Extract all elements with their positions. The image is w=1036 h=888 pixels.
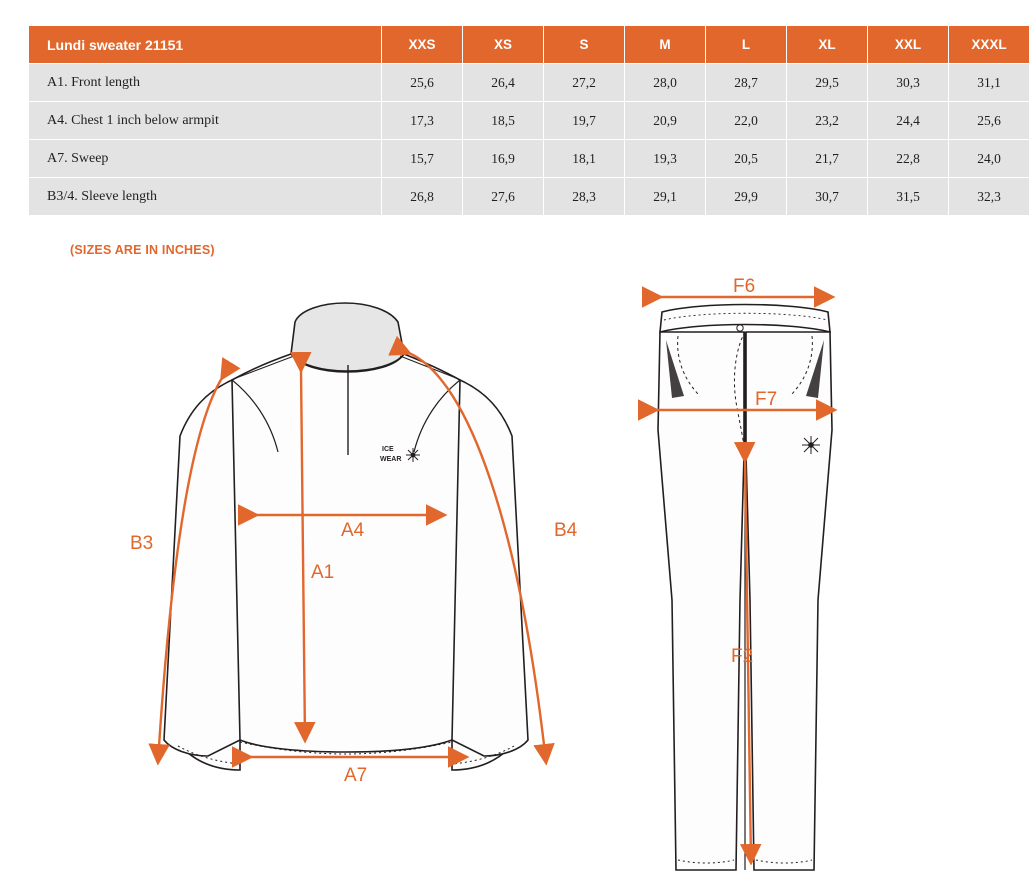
size-header-l: L	[706, 26, 787, 64]
table-row	[29, 64, 1030, 102]
measurement-value: 16,9	[463, 140, 544, 178]
measurement-value: 24,0	[949, 140, 1030, 178]
measurement-value: 28,3	[544, 178, 625, 216]
product-name-header: Lundi sweater 21151	[29, 26, 382, 64]
sweater-collar	[291, 303, 404, 371]
dimension-label-a7: A7	[344, 765, 368, 786]
measurement-value: 15,7	[382, 140, 463, 178]
measurement-value: 27,6	[463, 178, 544, 216]
size-header-xxs: XXS	[382, 26, 463, 64]
dimension-label-f6: F6	[733, 276, 756, 297]
sweater-illustration	[130, 303, 578, 786]
measurement-value: 30,3	[868, 64, 949, 102]
measurement-label: B3/4. Sleeve length	[29, 178, 382, 216]
units-note: (SIZES ARE IN INCHES)	[70, 243, 215, 257]
measurement-label: A4. Chest 1 inch below armpit	[29, 102, 382, 140]
sweater-sleeve-right	[452, 380, 528, 756]
dimension-label-a1: A1	[311, 562, 335, 583]
measurement-value: 31,5	[868, 178, 949, 216]
size-header-xxl: XXL	[868, 26, 949, 64]
measurement-value: 29,5	[787, 64, 868, 102]
measurement-value: 18,5	[463, 102, 544, 140]
pants-illustration	[656, 276, 834, 870]
measurement-value: 27,2	[544, 64, 625, 102]
dimension-label-f2: F2	[731, 646, 754, 667]
size-header-xxxl: XXXL	[949, 26, 1030, 64]
measurement-value: 25,6	[382, 64, 463, 102]
size-header-m: M	[625, 26, 706, 64]
snowflake-icon	[406, 448, 420, 462]
dimension-label-b3: B3	[130, 533, 154, 554]
measurement-value: 29,1	[625, 178, 706, 216]
measurement-value: 22,0	[706, 102, 787, 140]
illustration-area	[0, 270, 1036, 888]
measurement-value: 22,8	[868, 140, 949, 178]
measurement-value: 23,2	[787, 102, 868, 140]
measurement-label: A1. Front length	[29, 64, 382, 102]
measurement-value: 19,3	[625, 140, 706, 178]
size-header-xs: XS	[463, 26, 544, 64]
measurement-value: 30,7	[787, 178, 868, 216]
measurement-value: 28,7	[706, 64, 787, 102]
pants-snowflake-icon	[802, 436, 820, 454]
size-header-s: S	[544, 26, 625, 64]
header-row	[29, 26, 1030, 64]
measurement-value: 28,0	[625, 64, 706, 102]
brand-logo-line2: WEAR	[380, 456, 402, 463]
pants-leg-left	[658, 332, 744, 870]
brand-logo-line1: ICE	[382, 446, 394, 453]
size-table-body	[29, 64, 1030, 216]
measurement-value: 20,9	[625, 102, 706, 140]
table-row	[29, 140, 1030, 178]
measurement-value: 31,1	[949, 64, 1030, 102]
measurement-value: 32,3	[949, 178, 1030, 216]
pants-leg-right	[746, 332, 832, 870]
measurement-value: 18,1	[544, 140, 625, 178]
dimension-label-b4: B4	[554, 520, 578, 541]
dimension-label-f7: F7	[755, 389, 778, 410]
measurement-value: 25,6	[949, 102, 1030, 140]
pants-waistband	[660, 305, 830, 333]
measurement-value: 29,9	[706, 178, 787, 216]
measurement-value: 17,3	[382, 102, 463, 140]
table-row	[29, 102, 1030, 140]
measurement-value: 21,7	[787, 140, 868, 178]
dimension-label-a4: A4	[341, 520, 365, 541]
measurement-value: 26,4	[463, 64, 544, 102]
table-row	[29, 178, 1030, 216]
measurement-value: 26,8	[382, 178, 463, 216]
measurement-label: A7. Sweep	[29, 140, 382, 178]
size-table-header	[29, 26, 1030, 64]
measurement-value: 20,5	[706, 140, 787, 178]
measurement-value: 19,7	[544, 102, 625, 140]
size-header-xl: XL	[787, 26, 868, 64]
pants-button	[737, 325, 743, 331]
size-table	[28, 25, 1030, 216]
measurement-value: 24,4	[868, 102, 949, 140]
